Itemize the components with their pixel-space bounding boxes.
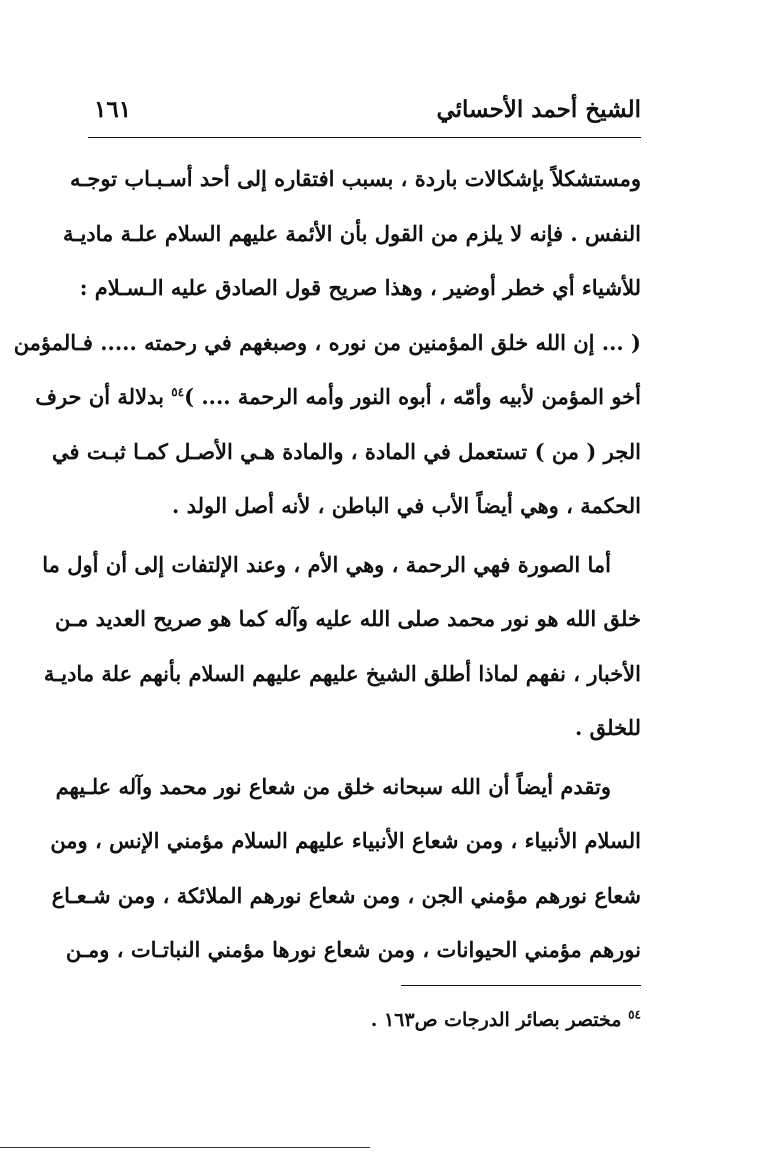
text-line: السلام الأنبياء ، ومن شعاع الأنبياء عليهم السلام مؤمني الإنس ، ومن [50,828,641,853]
footnote-text: مختصر بصائر الدرجات ص١٦٣ . [370,1009,622,1031]
footnote-number: ٥٤ [628,1007,641,1022]
text-line: ( ... إن الله خلق المؤمنين من نوره ، وصبغهم في رحمته ..... فـالمؤمن [13,329,641,355]
footnote-separator [401,985,641,986]
page-number: ١٦١ [94,96,132,123]
footnote [371,1009,641,1031]
text-line: شعاع نورهم مؤمني الجن ، ومن شعاع نورهم الملائكة ، ومن شـعـاع [51,882,641,908]
paragraph-3 [50,760,641,978]
header-rule [88,137,641,138]
text-line: خلق الله هو نور محمد صلى الله عليه وآله كما هو صريح العديد مـن [54,606,641,631]
text-line: الحكمة ، وهي أيضاً الأب في الباطن ، لأنه أصل الولد . [171,493,641,518]
footnote-reference[interactable]: ٥٤ [171,385,185,399]
text-line: أما الصورة فهي الرحمة ، وهي الأم ، وعند الإلتفات إلى أن أول ما [42,551,611,577]
text-line-part: أخو المؤمن لأبيه وأمّه ، أبوه النور وأمه الرحمة .... ) [184,384,641,409]
running-header [88,86,641,138]
text-line: للأشياء أي خطر أوضير ، وهذا صريح قول الصادق عليه الـسـلام : [79,275,641,300]
scan-edge-line [0,1147,370,1148]
text-line: للخلق . [575,715,641,740]
paragraph-2 [42,538,641,756]
text-line: وتقدم أيضاً أن الله سبحانه خلق من شعاع نور محمد وآله علـيهم [55,773,611,799]
header-title: الشيخ أحمد الأحسائي [436,96,641,123]
text-line: ومستشكلاً بإشكالات باردة ، بسبب افتقاره إلى أحد أسـبـاب توجـه [69,166,641,191]
body-text [13,152,641,978]
text-line: نورهم مؤمني الحيوانات ، ومن شعاع نورها مؤمني النباتـات ، ومـن [65,937,641,962]
text-line-part: بدلالة أن حرف [35,384,164,409]
text-line-with-footnote [35,370,641,425]
paragraph-1 [13,152,641,534]
text-line: الأخبار ، نفهم لماذا أطلق الشيخ عليهم عليهم السلام بأنهم علة ماديـة [43,660,641,686]
text-line: النفس . فإنه لا يلزم من القول بأن الأئمة عليهم السلام علـة ماديـة [63,220,641,246]
text-line: الجر ( من ) تستعمل في المادة ، والمادة هـي الأصـل كمـا ثبـت في [52,438,641,464]
